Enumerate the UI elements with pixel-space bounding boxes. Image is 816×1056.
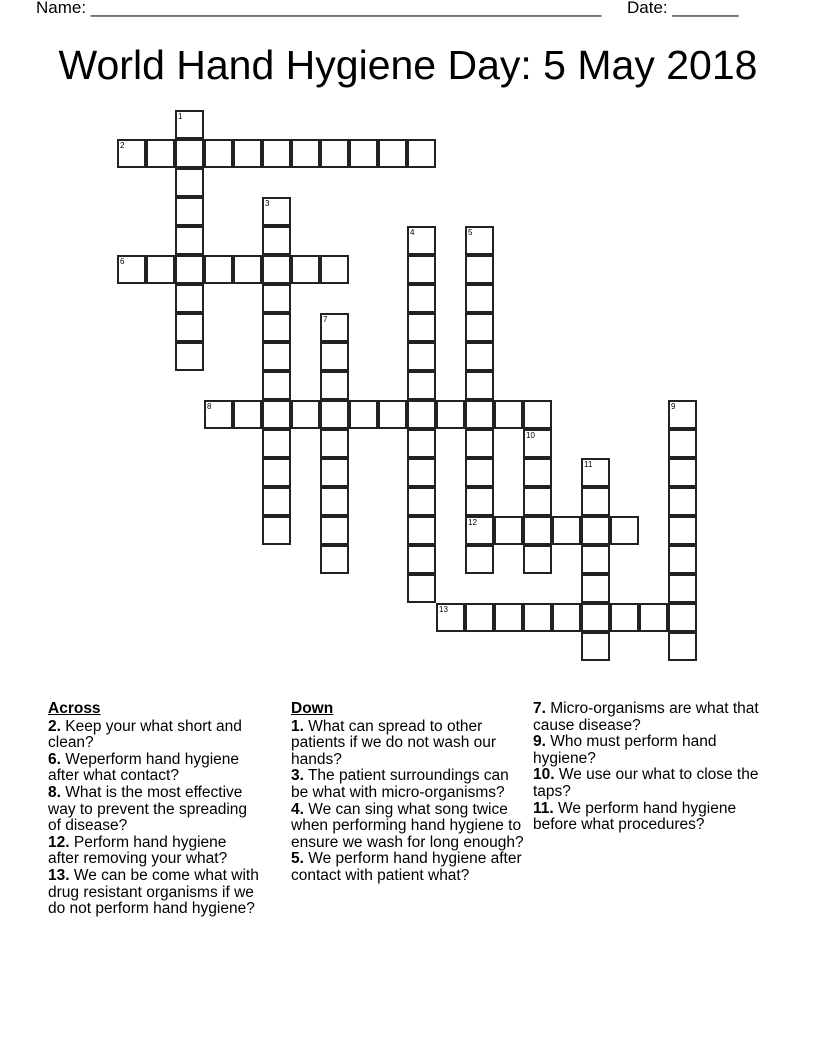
grid-cell[interactable] xyxy=(262,342,291,371)
grid-cell[interactable] xyxy=(262,197,291,226)
clue-down xyxy=(291,768,527,801)
grid-cell[interactable] xyxy=(262,400,291,429)
clue-text: Who must perform hand hygiene? xyxy=(533,733,717,767)
grid-cell[interactable] xyxy=(465,284,494,313)
name-field-label: Name: ______________________________________________________ xyxy=(36,0,602,17)
across-clues xyxy=(48,701,260,918)
clue-down xyxy=(533,767,763,800)
grid-cell[interactable] xyxy=(291,139,320,168)
grid-cell[interactable] xyxy=(262,371,291,400)
clue-across xyxy=(48,785,260,835)
cell-number: 8 xyxy=(207,402,212,411)
grid-cell[interactable] xyxy=(262,284,291,313)
clue-number: 12. xyxy=(48,833,70,851)
clue-number: 4. xyxy=(291,800,304,818)
grid-cell[interactable] xyxy=(668,574,697,603)
grid-cell[interactable] xyxy=(320,400,349,429)
grid-cell[interactable] xyxy=(407,400,436,429)
grid-cell[interactable] xyxy=(523,487,552,516)
grid-cell[interactable] xyxy=(262,487,291,516)
clue-down xyxy=(291,802,527,852)
grid-cell[interactable] xyxy=(262,255,291,284)
grid-cell[interactable] xyxy=(668,429,697,458)
grid-cell[interactable] xyxy=(233,255,262,284)
grid-cell[interactable] xyxy=(465,342,494,371)
grid-cell[interactable] xyxy=(291,255,320,284)
grid-cell[interactable] xyxy=(117,255,146,284)
grid-cell[interactable] xyxy=(436,603,465,632)
cell-number: 3 xyxy=(265,199,270,208)
grid-cell[interactable] xyxy=(291,400,320,429)
clue-number: 7. xyxy=(533,700,546,717)
page-title: World Hand Hygiene Day: 5 May 2018 xyxy=(58,42,758,88)
grid-cell[interactable] xyxy=(320,255,349,284)
cell-number: 6 xyxy=(120,257,125,266)
cell-number: 4 xyxy=(410,228,415,237)
clue-number: 6. xyxy=(48,750,61,768)
grid-cell[interactable] xyxy=(465,400,494,429)
cell-number: 1 xyxy=(178,112,183,121)
clue-number: 2. xyxy=(48,717,61,735)
grid-cell[interactable] xyxy=(407,255,436,284)
grid-cell[interactable] xyxy=(117,139,146,168)
grid-cell[interactable] xyxy=(610,603,639,632)
grid-cell[interactable] xyxy=(407,487,436,516)
grid-cell[interactable] xyxy=(465,603,494,632)
clue-number: 8. xyxy=(48,783,61,801)
clue-text: Weperform hand hygiene after what contact? xyxy=(48,750,240,785)
grid-cell[interactable] xyxy=(146,255,175,284)
clue-text: We use our what to close the taps? xyxy=(533,766,759,800)
grid-cell[interactable] xyxy=(581,458,610,487)
grid-cell[interactable] xyxy=(407,429,436,458)
clue-text: The patient surroundings can be what with micro-organisms? xyxy=(291,767,509,801)
grid-cell[interactable] xyxy=(320,342,349,371)
grid-cell[interactable] xyxy=(552,603,581,632)
grid-cell[interactable] xyxy=(523,545,552,574)
clue-text: Keep your what short and clean? xyxy=(48,717,242,752)
cell-number: 5 xyxy=(468,228,473,237)
grid-cell[interactable] xyxy=(175,284,204,313)
grid-cell[interactable] xyxy=(581,516,610,545)
grid-cell[interactable] xyxy=(407,284,436,313)
grid-cell[interactable] xyxy=(494,400,523,429)
date-field-label: Date: _______ xyxy=(627,0,739,17)
grid-cell[interactable] xyxy=(581,487,610,516)
grid-cell[interactable] xyxy=(552,516,581,545)
grid-cell[interactable] xyxy=(204,255,233,284)
grid-cell[interactable] xyxy=(349,400,378,429)
down-clues xyxy=(291,701,527,885)
grid-cell[interactable] xyxy=(175,168,204,197)
grid-cell[interactable] xyxy=(668,458,697,487)
grid-cell[interactable] xyxy=(204,139,233,168)
grid-cell[interactable] xyxy=(262,226,291,255)
down-clues-continued xyxy=(533,701,763,834)
grid-cell[interactable] xyxy=(378,400,407,429)
grid-cell[interactable] xyxy=(639,603,668,632)
grid-cell[interactable] xyxy=(320,313,349,342)
grid-cell[interactable] xyxy=(146,139,175,168)
grid-cell[interactable] xyxy=(465,255,494,284)
grid-cell[interactable] xyxy=(407,139,436,168)
grid-cell[interactable] xyxy=(349,139,378,168)
grid-cell[interactable] xyxy=(465,371,494,400)
grid-cell[interactable] xyxy=(523,458,552,487)
across-heading: Across xyxy=(48,700,101,717)
grid-cell[interactable] xyxy=(175,110,204,139)
grid-cell[interactable] xyxy=(407,226,436,255)
grid-cell[interactable] xyxy=(320,516,349,545)
clue-across xyxy=(48,719,260,752)
clue-down xyxy=(291,719,527,769)
grid-cell[interactable] xyxy=(407,313,436,342)
grid-cell[interactable] xyxy=(407,342,436,371)
grid-cell[interactable] xyxy=(465,429,494,458)
clue-number: 1. xyxy=(291,717,304,735)
grid-cell[interactable] xyxy=(465,226,494,255)
grid-cell[interactable] xyxy=(523,400,552,429)
grid-cell[interactable] xyxy=(407,516,436,545)
cell-number: 2 xyxy=(120,141,125,150)
grid-cell[interactable] xyxy=(320,371,349,400)
clue-text: We can be come what with drug resistant organisms if we do not perform hand hygiene? xyxy=(48,866,259,918)
clue-number: 10. xyxy=(533,766,555,784)
clue-text: Perform hand hygiene after removing your what? xyxy=(48,833,228,868)
grid-cell[interactable] xyxy=(175,226,204,255)
grid-cell[interactable] xyxy=(262,458,291,487)
clue-down xyxy=(533,801,763,834)
grid-cell[interactable] xyxy=(407,371,436,400)
grid-cell[interactable] xyxy=(262,139,291,168)
grid-cell[interactable] xyxy=(262,313,291,342)
grid-cell[interactable] xyxy=(668,487,697,516)
clue-number: 11. xyxy=(533,799,554,817)
grid-cell[interactable] xyxy=(581,545,610,574)
clue-text: What is the most effective way to prevent the spreading of disease? xyxy=(48,783,248,835)
grid-cell[interactable] xyxy=(465,545,494,574)
grid-cell[interactable] xyxy=(668,632,697,661)
grid-cell[interactable] xyxy=(175,342,204,371)
grid-cell[interactable] xyxy=(407,574,436,603)
clue-text: Micro-organisms are what that cause disease? xyxy=(533,700,759,734)
grid-cell[interactable] xyxy=(262,429,291,458)
grid-cell[interactable] xyxy=(320,429,349,458)
grid-cell[interactable] xyxy=(204,400,233,429)
grid-cell[interactable] xyxy=(436,400,465,429)
cell-number: 12 xyxy=(468,518,477,527)
grid-cell[interactable] xyxy=(320,545,349,574)
grid-cell[interactable] xyxy=(494,516,523,545)
grid-cell[interactable] xyxy=(465,516,494,545)
grid-cell[interactable] xyxy=(233,400,262,429)
cell-number: 13 xyxy=(439,605,448,614)
grid-cell[interactable] xyxy=(262,516,291,545)
grid-cell[interactable] xyxy=(320,139,349,168)
grid-cell[interactable] xyxy=(465,487,494,516)
grid-cell[interactable] xyxy=(175,139,204,168)
grid-cell[interactable] xyxy=(581,632,610,661)
clue-text: We can sing what song twice when performing hand hygiene to ensure we wash for long enough? xyxy=(291,800,524,851)
grid-cell[interactable] xyxy=(175,313,204,342)
grid-cell[interactable] xyxy=(320,458,349,487)
grid-cell[interactable] xyxy=(320,487,349,516)
grid-cell[interactable] xyxy=(494,603,523,632)
cell-number: 11 xyxy=(584,460,593,469)
clue-text: We perform hand hygiene before what procedures? xyxy=(533,799,737,834)
down-heading: Down xyxy=(291,700,334,717)
grid-cell[interactable] xyxy=(378,139,407,168)
clue-across xyxy=(48,752,260,785)
clue-down xyxy=(533,734,763,767)
grid-cell[interactable] xyxy=(668,603,697,632)
grid-cell[interactable] xyxy=(407,458,436,487)
grid-cell[interactable] xyxy=(581,574,610,603)
grid-cell[interactable] xyxy=(523,429,552,458)
clue-across xyxy=(48,868,260,918)
clue-number: 13. xyxy=(48,866,70,884)
grid-cell[interactable] xyxy=(175,255,204,284)
clue-number: 5. xyxy=(291,850,304,868)
clue-text: What can spread to other patients if we do not wash our hands? xyxy=(291,717,497,768)
clue-number: 9. xyxy=(533,733,546,751)
grid-cell[interactable] xyxy=(668,516,697,545)
grid-cell[interactable] xyxy=(523,603,552,632)
grid-cell[interactable] xyxy=(581,603,610,632)
cell-number: 10 xyxy=(526,431,535,440)
grid-cell[interactable] xyxy=(233,139,262,168)
grid-cell[interactable] xyxy=(465,458,494,487)
grid-cell[interactable] xyxy=(668,400,697,429)
grid-cell[interactable] xyxy=(523,516,552,545)
grid-cell[interactable] xyxy=(610,516,639,545)
clue-down xyxy=(533,701,763,734)
clue-number: 3. xyxy=(291,767,304,785)
clue-across xyxy=(48,835,260,868)
clue-down xyxy=(291,851,527,884)
clue-text: We perform hand hygiene after contact with patient what? xyxy=(291,850,522,884)
grid-cell[interactable] xyxy=(175,197,204,226)
cell-number: 7 xyxy=(323,315,328,324)
grid-cell[interactable] xyxy=(407,545,436,574)
cell-number: 9 xyxy=(671,402,676,411)
grid-cell[interactable] xyxy=(465,313,494,342)
grid-cell[interactable] xyxy=(668,545,697,574)
